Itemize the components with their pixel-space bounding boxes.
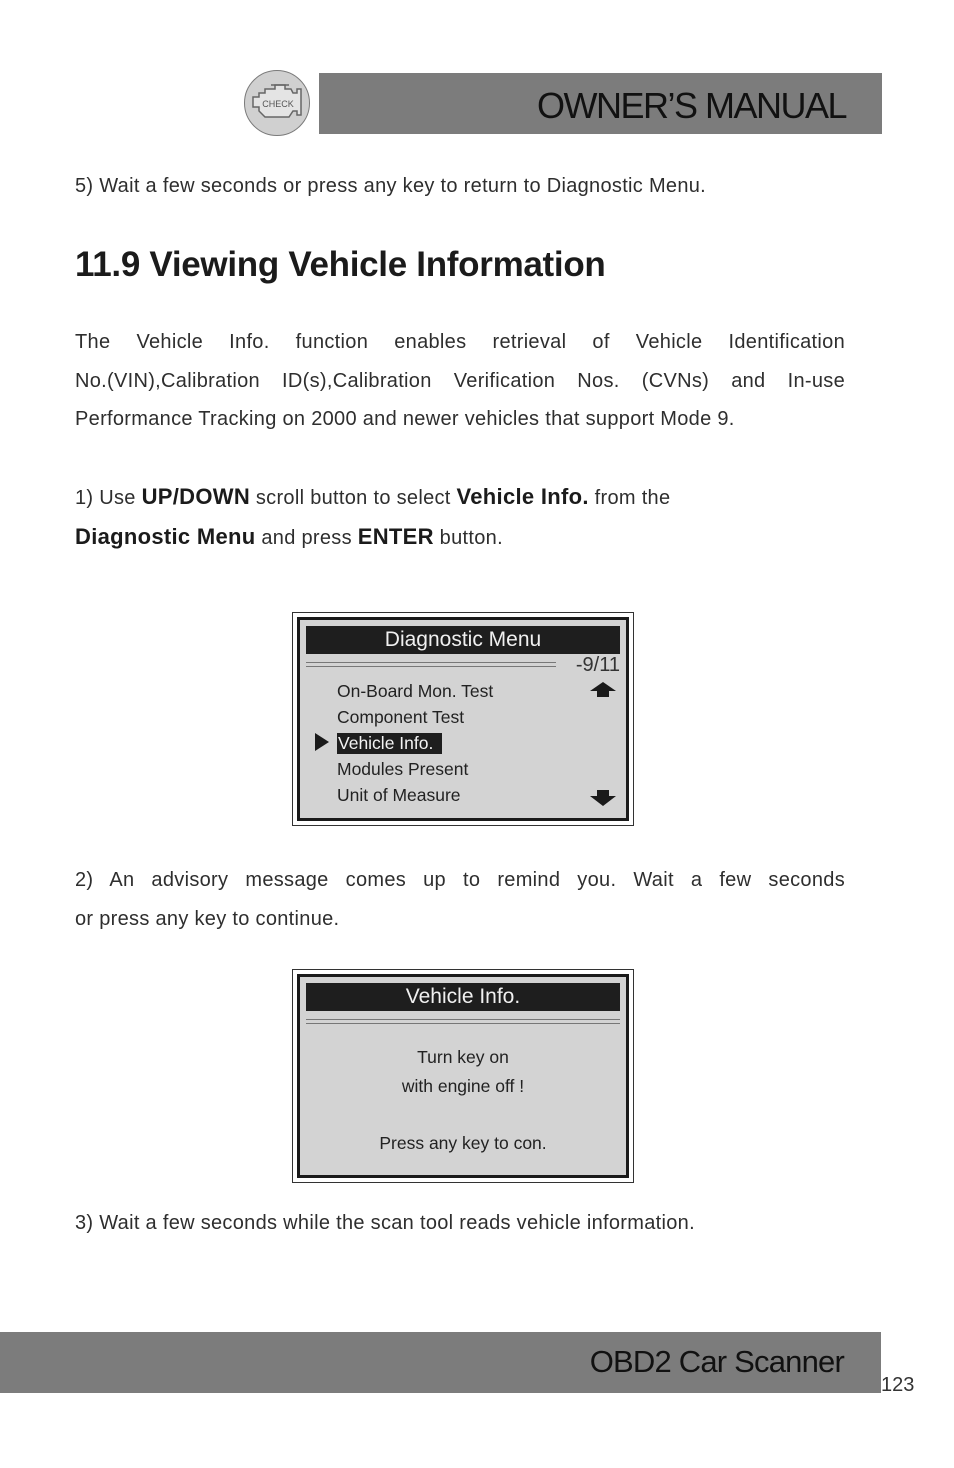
diagnostic-menu-label: Diagnostic Menu (75, 523, 256, 549)
message-line-3: Press any key to con. (379, 1133, 547, 1153)
lcd-display (297, 974, 629, 1178)
menu-item-component-test[interactable]: Component Test (337, 707, 465, 727)
selection-arrow-icon (314, 733, 330, 751)
intro-paragraph (75, 323, 845, 439)
menu-item-modules-present[interactable]: Modules Present (337, 759, 469, 779)
step-2-line-1: 2) An advisory message comes up to remind you. Wait a few seconds (75, 869, 845, 891)
section-title: 11.9 Viewing Vehicle Information (75, 245, 606, 284)
separator-line (306, 662, 556, 663)
step-1-text-a: scroll button to select (250, 487, 457, 509)
step-2-line-2: or press any key to continue. (75, 907, 340, 930)
vehicle-info-label: Vehicle Info. (456, 484, 589, 509)
message-line-1: Turn key on (417, 1047, 509, 1067)
item-counter: -9/11 (575, 654, 620, 676)
screen-title: Diagnostic Menu (306, 626, 620, 654)
header-bar (319, 73, 882, 134)
separator-line (306, 1023, 620, 1024)
check-engine-logo (244, 70, 310, 136)
step-3-text: 3) Wait a few seconds while the scan tool reads vehicle information. (75, 1212, 695, 1234)
scroll-down-icon[interactable] (590, 790, 616, 806)
lcd-display (297, 617, 629, 821)
manual-title: OWNER’S MANUAL (536, 85, 846, 126)
step-1-text-b: from the (588, 487, 671, 509)
product-name: OBD2 Car Scanner (589, 1344, 844, 1379)
message-line-2: with engine off ! (401, 1076, 525, 1096)
step-5-text: 5) Wait a few seconds or press any key to return to Diagnostic Menu. (75, 175, 707, 197)
intro-line-2: No.(VIN),Calibration ID(s),Calibration Verification Nos. (CVNs) and In-use (75, 369, 845, 392)
screen-title: Vehicle Info. (306, 983, 620, 1011)
vehicle-info-screen (292, 969, 634, 1183)
page-number: 123 (881, 1374, 915, 1396)
menu-item-onboard-mon-test[interactable]: On-Board Mon. Test (337, 681, 494, 701)
updown-key-label: UP/DOWN (141, 484, 251, 509)
logo-text: CHECK (262, 99, 294, 109)
separator-line (306, 666, 556, 667)
separator-line (306, 1019, 620, 1020)
scroll-up-icon[interactable] (590, 682, 616, 698)
menu-item-unit-of-measure[interactable]: Unit of Measure (337, 785, 461, 805)
step-1-text (75, 478, 845, 557)
diagnostic-menu-screen (292, 612, 634, 826)
menu-item-vehicle-info[interactable]: Vehicle Info. (337, 733, 442, 754)
step-1-number: 1) Use (75, 487, 142, 509)
footer-bar (0, 1332, 881, 1393)
step-1-text-d: button. (433, 526, 503, 549)
intro-line-3: Performance Tracking on 2000 and newer vehicles that support Mode 9. (75, 408, 735, 430)
enter-key-label: ENTER (357, 523, 434, 549)
step-2-text (75, 861, 845, 938)
intro-line-1: The Vehicle Info. function enables retrieval of Vehicle Identification (75, 331, 845, 353)
step-1-text-c: and press (255, 526, 358, 549)
